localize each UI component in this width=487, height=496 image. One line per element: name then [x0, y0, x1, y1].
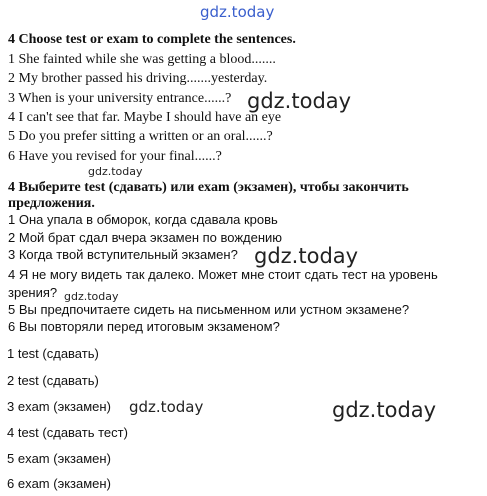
answer-item: 3 exam (экзамен): [7, 399, 111, 414]
answer-item: 4 test (сдавать тест): [7, 425, 128, 440]
translation-item: 1 Она упала в обморок, когда сдавала кровь: [8, 212, 278, 227]
watermark: gdz.today: [254, 244, 359, 268]
watermark: gdz.today: [129, 398, 204, 416]
answer-item: 2 test (сдавать): [7, 373, 99, 388]
exercise-item: 3 When is your university entrance......?: [8, 91, 232, 106]
answer-item: 5 exam (экзамен): [7, 451, 111, 466]
watermark: gdz.today: [332, 398, 437, 422]
translation-item: 5 Вы предпочитаете сидеть на письменном или устном экзамене?: [8, 302, 410, 317]
exercise-item: 5 Do you prefer sitting a written or an oral......?: [8, 129, 273, 144]
translation-item: 4 Я не могу видеть так далеко. Может мне стоит сдать тест на уровень: [8, 267, 438, 282]
exercise-item: 4 I can't see that far. Maybe I should have an eye: [8, 110, 282, 125]
translation-item: 6 Вы повторяли перед итоговым экзаменом?: [8, 319, 280, 334]
watermark: gdz.today: [88, 165, 143, 178]
translation-heading: 4 Выберите test (сдавать) или exam (экзамен), чтобы закончить: [8, 180, 409, 195]
exercise-item: 2 My brother passed his driving.......yesterday.: [8, 71, 268, 86]
exercise-heading: 4 Choose test or exam to complete the sentences.: [8, 32, 296, 47]
exercise-item: 6 Have you revised for your final......?: [8, 149, 222, 164]
translation-item: зрения?: [8, 285, 58, 300]
answer-item: 1 test (сдавать): [7, 346, 99, 361]
exercise-item: 1 She fainted while she was getting a blood.......: [8, 52, 276, 67]
translation-item: 2 Мой брат сдал вчера экзамен по вождению: [8, 230, 283, 245]
translation-heading: предложения.: [8, 196, 95, 211]
watermark-top: gdz.today: [200, 3, 275, 21]
translation-item: 3 Когда твой вступительный экзамен?: [8, 247, 238, 262]
watermark: gdz.today: [64, 290, 119, 303]
answer-item: 6 exam (экзамен): [7, 476, 111, 491]
watermark: gdz.today: [247, 89, 352, 113]
